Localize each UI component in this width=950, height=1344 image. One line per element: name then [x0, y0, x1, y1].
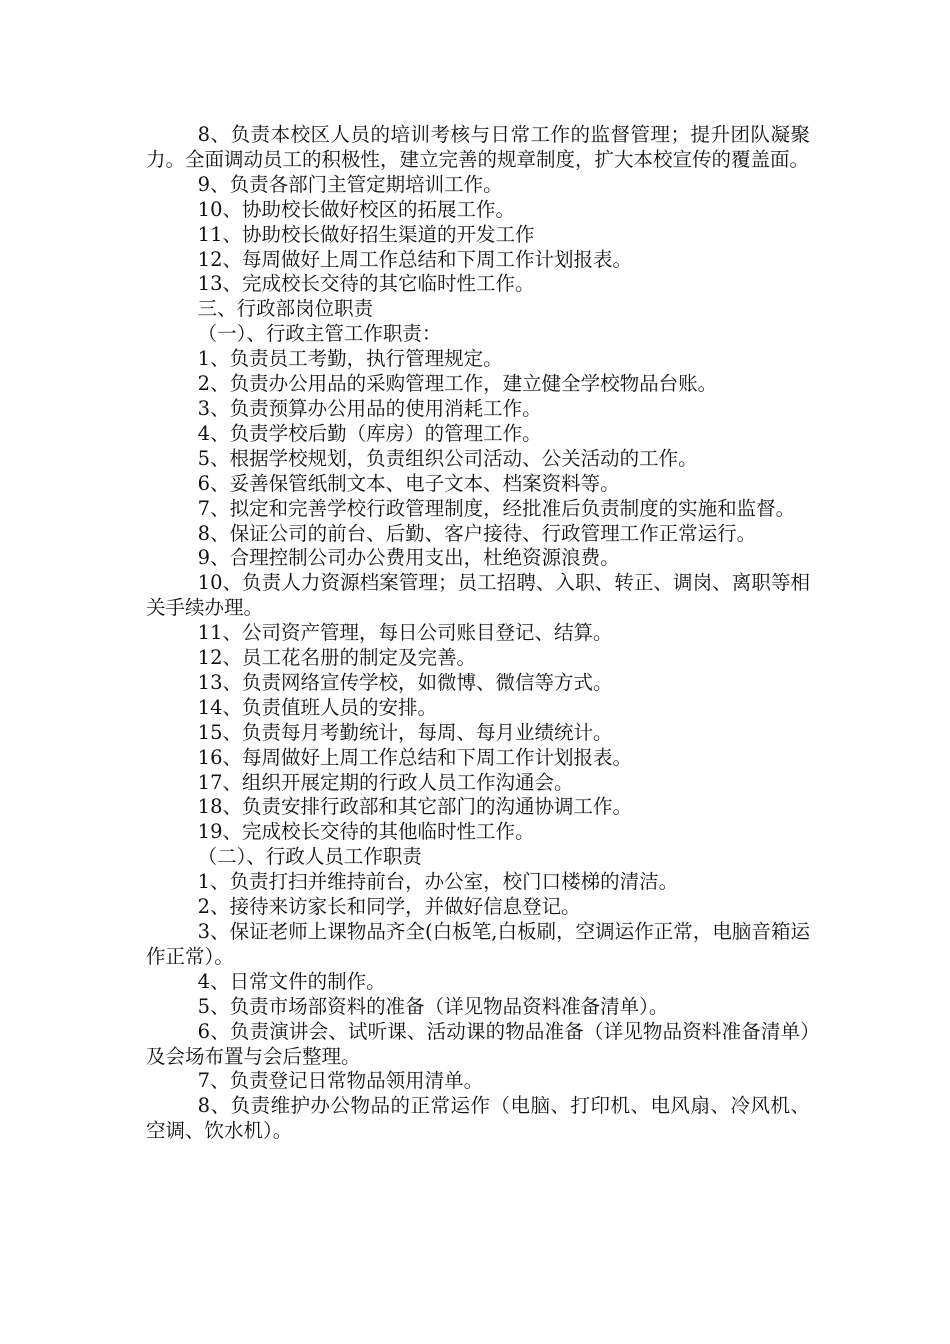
paragraph: 2、接待来访家长和同学，并做好信息登记。	[197, 895, 581, 919]
paragraph: 10、协助校长做好校区的拓展工作。	[197, 197, 515, 221]
paragraph: 4、日常文件的制作。	[197, 969, 386, 993]
paragraph: 16、每周做好上周工作总结和下周工作计划报表。	[197, 745, 632, 769]
document-body	[146, 123, 810, 1144]
paragraph: 10、负责人力资源档案管理；员工招聘、入职、转正、调岗、离职等相关手续办理。	[146, 571, 810, 620]
paragraph: 12、每周做好上周工作总结和下周工作计划报表。	[197, 247, 632, 271]
paragraph: 14、负责值班人员的安排。	[197, 695, 437, 719]
paragraph: 12、员工花名册的制定及完善。	[197, 646, 476, 670]
paragraph: 3、保证老师上课物品齐全(白板笔,白板刷，空调运作正常，电脑音箱运作正常）。	[146, 920, 810, 968]
paragraph: 6、妥善保管纸制文本、电子文本、档案资料等。	[197, 471, 620, 495]
paragraph: 1、负责打扫并维持前台，办公室，校门口楼梯的清洁。	[197, 870, 679, 894]
paragraph: 11、协助校长做好招生渠道的开发工作	[197, 222, 535, 246]
paragraph: 2、负责办公用品的采购管理工作，建立健全学校物品台账。	[197, 372, 718, 396]
paragraph: 5、根据学校规划，负责组织公司活动、公关活动的工作。	[197, 446, 698, 470]
paragraph: 1、负责员工考勤，执行管理规定。	[197, 347, 503, 371]
paragraph: 15、负责每月考勤统计，每周、每月业绩统计。	[197, 720, 613, 744]
paragraph: 8、负责本校区人员的培训考核与日常工作的监督管理；提升团队凝聚力。全面调动员工的积极性，建立完善的规章制度，扩大本校宣传的覆盖面。	[146, 123, 810, 171]
paragraph: 3、负责预算办公用品的使用消耗工作。	[197, 396, 542, 420]
section-heading: 三、行政部岗位职责	[197, 297, 374, 321]
paragraph: 8、负责维护办公物品的正常运作（电脑、打印机、电风扇、冷风机、空调、饮水机）。	[146, 1094, 810, 1143]
paragraph: 5、负责市场部资料的准备（详见物品资料准备清单）。	[197, 994, 669, 1018]
paragraph: 11、公司资产管理，每日公司账目登记、结算。	[197, 621, 613, 645]
paragraph: 9、合理控制公司办公费用支出，杜绝资源浪费。	[197, 546, 620, 570]
paragraph: 7、负责登记日常物品领用清单。	[197, 1069, 484, 1093]
paragraph: 9、负责各部门主管定期培训工作。	[197, 172, 503, 196]
paragraph: 6、负责演讲会、试听课、活动课的物品准备（详见物品资料准备清单）及会场布置与会后整理。	[146, 1019, 810, 1068]
paragraph: 13、完成校长交待的其它临时性工作。	[197, 272, 535, 296]
paragraph: 4、负责学校后勤（库房）的管理工作。	[197, 421, 542, 445]
subsection-heading: （一）、行政主管工作职责：	[197, 322, 442, 346]
paragraph: 18、负责安排行政部和其它部门的沟通协调工作。	[197, 795, 632, 819]
paragraph: 17、组织开展定期的行政人员工作沟通会。	[197, 770, 574, 794]
paragraph: 13、负责网络宣传学校，如微博、微信等方式。	[197, 670, 613, 694]
paragraph: 7、拟定和完善学校行政管理制度，经批准后负责制度的实施和监督。	[197, 496, 796, 520]
paragraph: 19、完成校长交待的其他临时性工作。	[197, 820, 535, 844]
subsection-heading: （二）、行政人员工作职责	[197, 845, 422, 869]
paragraph: 8、保证公司的前台、后勤、客户接待、行政管理工作正常运行。	[197, 521, 757, 545]
